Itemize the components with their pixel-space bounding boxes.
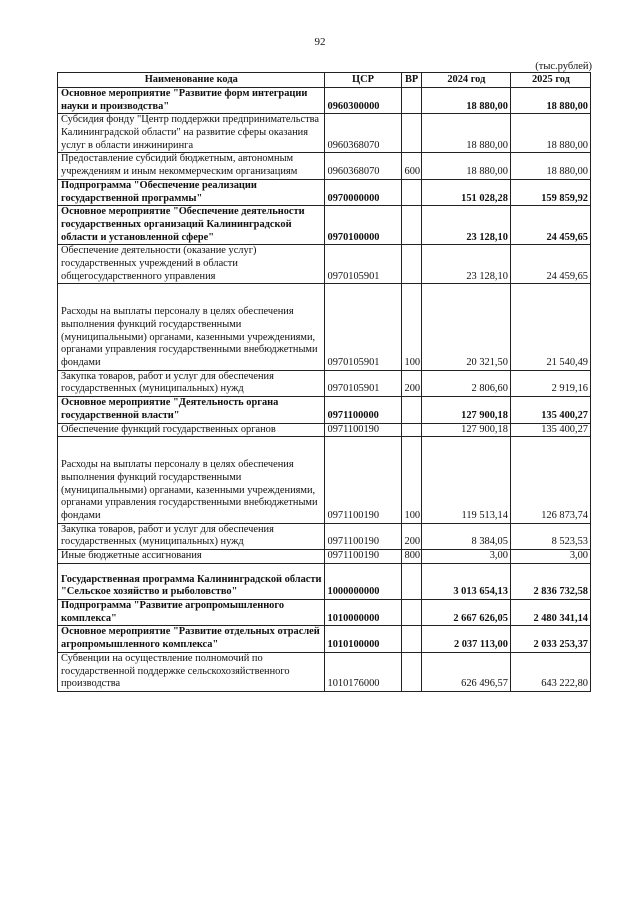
row-2024-cell: 18 880,00 (421, 88, 510, 114)
row-2025-cell: 24 459,65 (510, 206, 590, 245)
row-2024-cell: 127 900,18 (421, 397, 510, 423)
row-csr-cell: 0971100000 (324, 397, 401, 423)
row-csr-cell: 0970000000 (324, 179, 401, 205)
row-csr-cell: 0971100190 (324, 550, 401, 564)
row-vr-cell (401, 397, 421, 423)
page-number: 92 (314, 36, 326, 48)
row-csr-cell: 1010176000 (324, 652, 401, 691)
table-row (58, 550, 591, 564)
row-name-cell: Предоставление субсидий бюджетным, автономным учреждениям и иным некоммерческим организациям (58, 153, 325, 179)
row-vr-cell (401, 423, 421, 437)
table-body (58, 88, 591, 692)
header-name: Наименование кода (58, 73, 325, 88)
table-row (58, 88, 591, 114)
table-row (58, 245, 591, 284)
row-name-cell: Субвенции на осуществление полномочий по государственной поддержке сельскохозяйственного производства (58, 652, 325, 691)
row-2025-cell: 2 033 253,37 (510, 626, 590, 652)
row-csr-cell: 0970105901 (324, 284, 401, 370)
row-csr-cell: 0970105901 (324, 245, 401, 284)
row-name-cell: Закупка товаров, работ и услуг для обеспечения государственных (муниципальных) нужд (58, 370, 325, 396)
table-row (58, 563, 591, 599)
row-2025-cell: 24 459,65 (510, 245, 590, 284)
header-2025: 2025 год (510, 73, 590, 88)
table-row (58, 206, 591, 245)
row-2024-cell: 8 384,05 (421, 523, 510, 549)
row-vr-cell (401, 206, 421, 245)
row-2024-cell: 127 900,18 (421, 423, 510, 437)
row-2025-cell: 21 540,49 (510, 284, 590, 370)
row-name-cell: Основное мероприятие "Обеспечение деятельности государственных организаций Калининградской области и установленной сфере" (58, 206, 325, 245)
row-2025-cell: 643 222,80 (510, 652, 590, 691)
row-name-cell: Расходы на выплаты персоналу в целях обеспечения выполнения функций государственными (муниципальными) органами, казенными учреждениями, органами управления государственными внебюджетными фондами (58, 284, 325, 370)
row-2024-cell: 3 013 654,13 (421, 563, 510, 599)
row-vr-cell (401, 652, 421, 691)
table-row (58, 284, 591, 370)
row-2025-cell: 3,00 (510, 550, 590, 564)
table-row (58, 153, 591, 179)
row-csr-cell: 1010100000 (324, 626, 401, 652)
row-csr-cell: 0971100190 (324, 437, 401, 523)
row-name-cell: Субсидия фонду "Центр поддержки предпринимательства Калининградской области" на развитие сферы оказания услуг в области инжиниринга (58, 114, 325, 153)
header-csr: ЦСР (324, 73, 401, 88)
row-2024-cell: 2 037 113,00 (421, 626, 510, 652)
header-2024: 2024 год (421, 73, 510, 88)
row-2024-cell: 18 880,00 (421, 153, 510, 179)
row-vr-cell: 100 (401, 437, 421, 523)
row-name-cell: Основное мероприятие "Развитие отдельных отраслей агропромышленного комплекса" (58, 626, 325, 652)
row-name-cell: Обеспечение функций государственных органов (58, 423, 325, 437)
table-row (58, 423, 591, 437)
table-row (58, 437, 591, 523)
row-name-cell: Закупка товаров, работ и услуг для обеспечения государственных (муниципальных) нужд (58, 523, 325, 549)
row-2025-cell: 2 919,16 (510, 370, 590, 396)
row-vr-cell: 200 (401, 523, 421, 549)
row-vr-cell (401, 88, 421, 114)
row-2025-cell: 135 400,27 (510, 423, 590, 437)
row-csr-cell: 0971100190 (324, 523, 401, 549)
row-vr-cell: 200 (401, 370, 421, 396)
row-2024-cell: 18 880,00 (421, 114, 510, 153)
row-csr-cell: 0960300000 (324, 88, 401, 114)
row-vr-cell: 800 (401, 550, 421, 564)
header-vr: ВР (401, 73, 421, 88)
row-2025-cell: 18 880,00 (510, 153, 590, 179)
row-2025-cell: 2 836 732,58 (510, 563, 590, 599)
table-row (58, 370, 591, 396)
table-row (58, 600, 591, 626)
row-name-cell: Обеспечение деятельности (оказание услуг) государственных учреждений в области общегосударственного управления (58, 245, 325, 284)
table-header-row (58, 73, 591, 88)
row-csr-cell: 0960368070 (324, 153, 401, 179)
row-2024-cell: 2 667 626,05 (421, 600, 510, 626)
row-name-cell: Государственная программа Калининградской области "Сельское хозяйство и рыболовство" (58, 563, 325, 599)
units-label: (тыс.рублей) (535, 61, 592, 72)
table-row (58, 114, 591, 153)
row-2024-cell: 626 496,57 (421, 652, 510, 691)
table-row (58, 397, 591, 423)
table-row (58, 179, 591, 205)
row-csr-cell: 1000000000 (324, 563, 401, 599)
row-2024-cell: 119 513,14 (421, 437, 510, 523)
row-vr-cell (401, 600, 421, 626)
row-vr-cell: 100 (401, 284, 421, 370)
table-row (58, 652, 591, 691)
row-csr-cell: 0970105901 (324, 370, 401, 396)
row-2025-cell: 159 859,92 (510, 179, 590, 205)
row-2025-cell: 18 880,00 (510, 114, 590, 153)
row-2024-cell: 2 806,60 (421, 370, 510, 396)
row-2024-cell: 23 128,10 (421, 245, 510, 284)
row-csr-cell: 0970100000 (324, 206, 401, 245)
budget-table (57, 72, 591, 692)
row-2025-cell: 126 873,74 (510, 437, 590, 523)
table-row (58, 523, 591, 549)
row-2024-cell: 151 028,28 (421, 179, 510, 205)
table-row (58, 626, 591, 652)
row-name-cell: Подпрограмма "Развитие агропромышленного комплекса" (58, 600, 325, 626)
row-csr-cell: 0971100190 (324, 423, 401, 437)
row-2025-cell: 2 480 341,14 (510, 600, 590, 626)
row-vr-cell (401, 245, 421, 284)
row-2025-cell: 18 880,00 (510, 88, 590, 114)
row-name-cell: Расходы на выплаты персоналу в целях обеспечения выполнения функций государственными (муниципальными) органами, казенными учреждениями, органами управления государственными внебюджетными фондами (58, 437, 325, 523)
row-vr-cell (401, 114, 421, 153)
row-csr-cell: 1010000000 (324, 600, 401, 626)
row-vr-cell (401, 179, 421, 205)
row-csr-cell: 0960368070 (324, 114, 401, 153)
row-2024-cell: 23 128,10 (421, 206, 510, 245)
row-name-cell: Иные бюджетные ассигнования (58, 550, 325, 564)
row-2024-cell: 20 321,50 (421, 284, 510, 370)
row-2024-cell: 3,00 (421, 550, 510, 564)
row-name-cell: Основное мероприятие "Развитие форм интеграции науки и производства" (58, 88, 325, 114)
row-name-cell: Подпрограмма "Обеспечение реализации государственной программы" (58, 179, 325, 205)
row-2025-cell: 135 400,27 (510, 397, 590, 423)
row-vr-cell (401, 626, 421, 652)
row-vr-cell (401, 563, 421, 599)
row-vr-cell: 600 (401, 153, 421, 179)
row-name-cell: Основное мероприятие "Деятельность органа государственной власти" (58, 397, 325, 423)
row-2025-cell: 8 523,53 (510, 523, 590, 549)
